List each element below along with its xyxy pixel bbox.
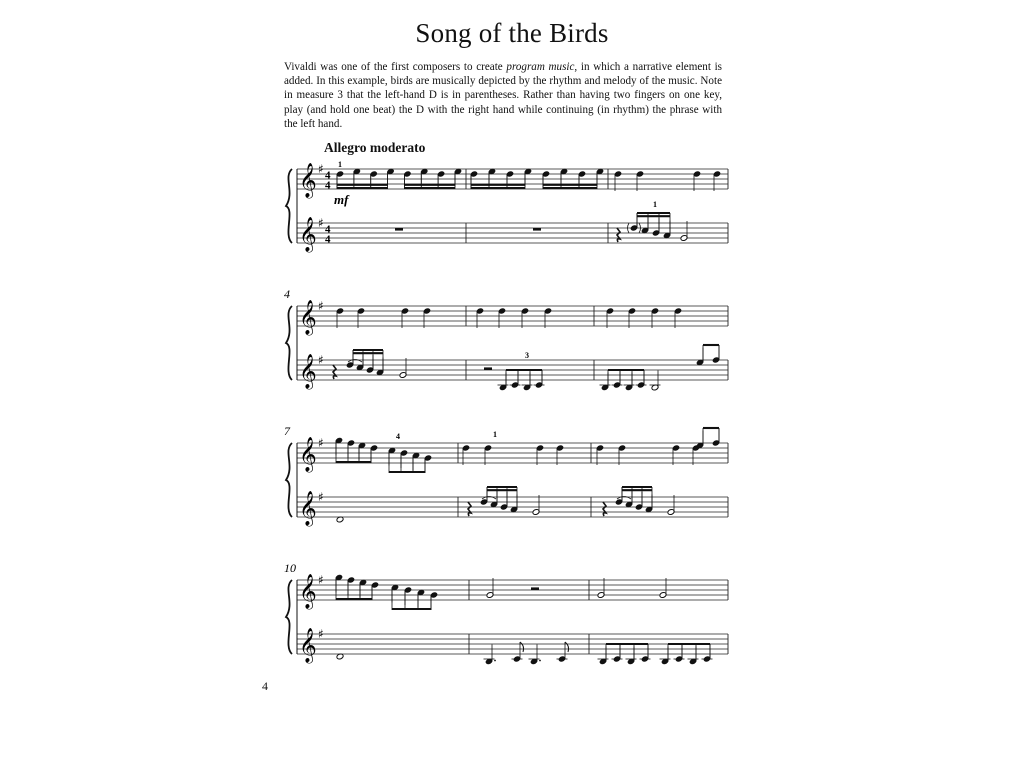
fingering-number: 4: [396, 432, 400, 441]
note: [557, 642, 569, 662]
note: [556, 445, 564, 465]
note: [529, 645, 541, 665]
quarter-rest-icon: [617, 228, 620, 242]
flag: [565, 642, 569, 652]
time-signature-top: 4: [325, 223, 331, 236]
treble-clef-icon: 𝄞: [299, 574, 317, 609]
note: [651, 308, 659, 328]
measure-number: 7: [284, 424, 290, 438]
sharp-icon: ♯: [318, 162, 324, 176]
brace-icon: [286, 443, 292, 517]
time-signature-bottom: 4: [325, 179, 331, 192]
brace-icon: [286, 580, 292, 654]
fingering-number: 1: [653, 200, 657, 209]
quarter-rest-icon: [333, 365, 336, 379]
staff-upper: [297, 162, 728, 199]
half-rest-icon: [484, 367, 492, 370]
dot: [539, 660, 541, 662]
note: [534, 370, 545, 388]
half-rest-icon: [531, 587, 539, 590]
note: [659, 578, 667, 598]
note: [484, 645, 496, 665]
note: [667, 495, 675, 515]
time-signature-bottom: 4: [325, 233, 331, 246]
fingering-number: 3: [525, 351, 529, 360]
note: [612, 370, 623, 388]
note: [536, 445, 544, 465]
whole-rest-icon: [533, 228, 541, 231]
fingering-number: 1: [338, 160, 342, 169]
fingering-number: 1: [493, 430, 497, 439]
tempo-marking: Allegro moderato: [324, 140, 426, 155]
note: [532, 495, 540, 515]
staff-upper: [297, 299, 728, 336]
note: [650, 371, 661, 391]
note: [640, 644, 651, 662]
treble-clef-icon: 𝄞: [299, 300, 317, 335]
quarter-rest-icon: [603, 502, 606, 516]
whole-rest-icon: [395, 228, 403, 231]
quarter-rest-icon: [468, 502, 471, 516]
sharp-icon: ♯: [318, 299, 324, 313]
treble-clef-icon: 𝄞: [299, 217, 317, 252]
note: [521, 308, 529, 328]
treble-clef-icon: 𝄞: [299, 628, 317, 663]
brace-icon: [286, 169, 292, 243]
note: [476, 308, 484, 328]
sharp-icon: ♯: [318, 436, 324, 450]
note: [423, 308, 431, 328]
note: [713, 171, 721, 191]
intro-term: program music: [506, 61, 575, 73]
intro-text: Vivaldi was one of the first composers to create: [284, 61, 507, 73]
note: [606, 308, 614, 328]
note: [510, 370, 521, 388]
note: [498, 308, 506, 328]
note: [680, 221, 688, 241]
note: [693, 171, 701, 191]
sharp-icon: ♯: [318, 216, 324, 230]
time-signature-top: 4: [325, 169, 331, 182]
staff-lower: [297, 216, 728, 253]
note: [401, 308, 409, 328]
note: [702, 644, 713, 662]
sharp-icon: ♯: [318, 353, 324, 367]
staff-lower: [297, 627, 728, 664]
sharp-icon: ♯: [318, 627, 324, 641]
measure-number: 10: [284, 561, 296, 575]
note: [462, 445, 470, 465]
note: [486, 578, 494, 598]
sharp-icon: ♯: [318, 573, 324, 587]
intro-text: , in which a narrative element is added. In this example, birds are musically depicted by the rhythm and melody of the music. Note in measure 3 that the left-hand D is in parentheses. Rather than having two fingers on one key, play (and hold one beat) the D with the right hand while continuing (in rhythm) the phrase with the left hand.: [284, 61, 722, 130]
treble-clef-icon: 𝄞: [299, 354, 317, 389]
note: [596, 445, 604, 465]
note: [357, 308, 365, 328]
brace-icon: [286, 306, 292, 380]
treble-clef-icon: 𝄞: [299, 491, 317, 526]
page-number: 4: [262, 679, 268, 693]
staff-upper: [297, 436, 728, 473]
note: [614, 171, 622, 191]
note: [636, 171, 644, 191]
note: [674, 644, 685, 662]
note: [484, 445, 492, 465]
note: [628, 308, 636, 328]
dynamic-marking: mf: [334, 192, 349, 207]
flag: [520, 642, 524, 652]
note: [597, 578, 605, 598]
song-title: Song of the Birds: [415, 18, 609, 48]
note: [512, 642, 524, 662]
note: [544, 308, 552, 328]
treble-clef-icon: 𝄞: [299, 437, 317, 472]
dot: [494, 660, 496, 662]
note: [672, 445, 680, 465]
staff-upper: [297, 573, 728, 610]
treble-clef-icon: 𝄞: [299, 163, 317, 198]
note: [636, 370, 647, 388]
note: [618, 445, 626, 465]
sharp-icon: ♯: [318, 490, 324, 504]
note: [612, 644, 623, 662]
note: [336, 308, 344, 328]
measure-number: 4: [284, 287, 290, 301]
note: [399, 358, 407, 378]
note: [674, 308, 682, 328]
